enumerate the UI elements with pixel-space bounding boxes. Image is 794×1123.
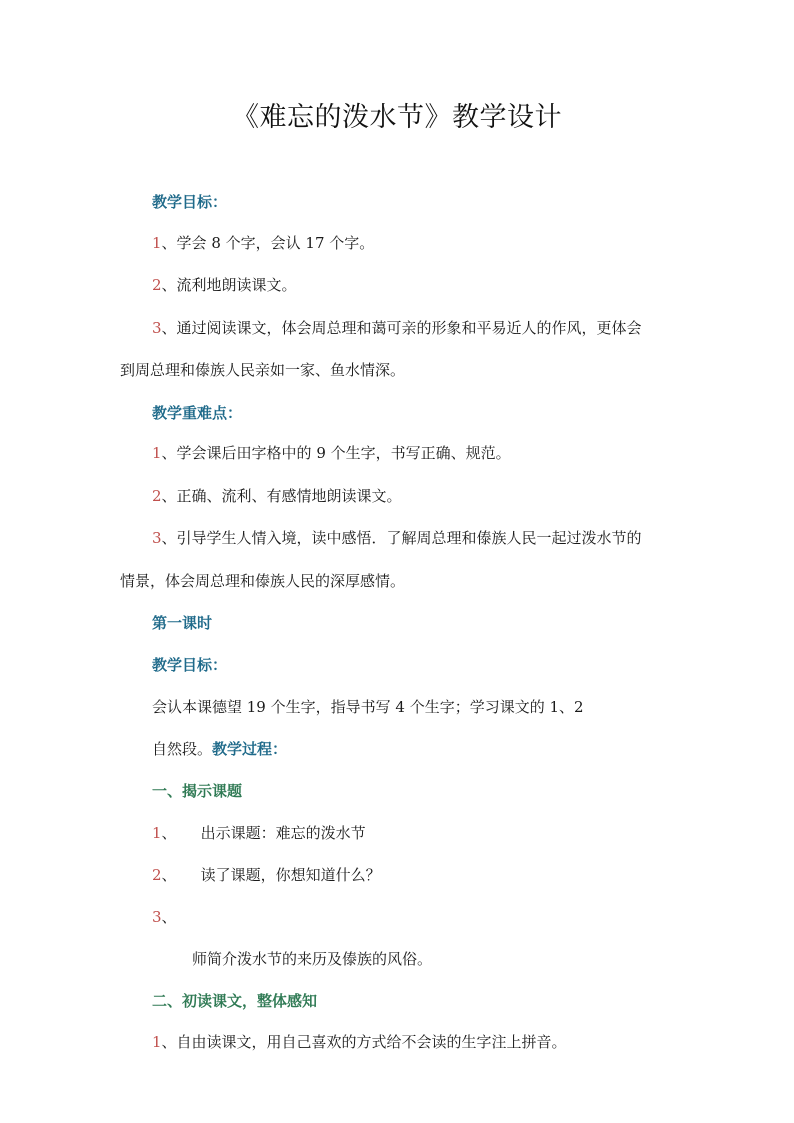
item-number: 1 [152,824,162,842]
section-heading-goals: 教学目标： [152,193,228,211]
item-text: 读了课题，你想知道什么？ [200,866,381,884]
lesson-heading: 第一课时 [152,614,213,632]
item-separator: 、 [161,908,177,926]
document-title: 《难忘的泼水节》教学设计 [232,102,562,133]
item-number: 1 [152,1033,162,1051]
item-text: 出示课题：难忘的泼水节 [200,824,366,842]
item-text: 、流利地朗读课文。 [161,276,297,294]
item-separator: 、 [161,866,177,884]
item-number: 3 [152,529,162,547]
item-number: 2 [152,866,162,884]
list-item [152,275,297,295]
item-number: 2 [152,487,162,505]
list-item [152,486,402,506]
item-continuation: 情景，体会周总理和傣族人民的深厚感情。 [120,572,406,590]
item-number: 2 [152,276,162,294]
item-text: 、正确、流利、有感情地朗读课文。 [161,487,402,505]
list-item [152,528,642,548]
process-heading: 教学过程： [212,740,288,758]
part-heading-2: 二、初读课文，整体感知 [152,992,318,1010]
item-text: 、引导学生人情入境，读中感悟．了解周总理和傣族人民一起过泼水节的 [161,529,642,547]
item-continuation: 师简介泼水节的来历及傣族的风俗。 [192,950,433,968]
item-text: 、自由读课文，用自己喜欢的方式给不会读的生字注上拼音。 [161,1033,567,1051]
list-item [152,865,381,885]
item-number: 3 [152,319,162,337]
item-separator: 、 [161,824,177,842]
part-heading-1: 一、揭示课题 [152,782,243,800]
item-number: 3 [152,908,162,926]
list-item [152,823,366,843]
item-text: 、通过阅读课文，体会周总理和蔼可亲的形象和平易近人的作风，更体会 [161,319,642,337]
item-number: 1 [152,444,162,462]
goal-continuation-text: 自然段。 [152,740,213,758]
lesson-goal-continuation [152,739,287,759]
list-item [152,1032,567,1052]
item-number: 1 [152,234,162,252]
section-heading-key-points: 教学重难点： [152,404,243,422]
lesson-goal-text: 会认本课德望 19 个生字，指导书写 4 个生字；学习课文的 1、2 [152,698,584,716]
item-text: 、学会课后田字格中的 9 个生字，书写正确、规范。 [161,444,511,462]
list-item [152,318,642,338]
lesson-goal-heading: 教学目标： [152,656,228,674]
list-item [152,443,511,463]
list-item [152,907,177,927]
list-item [152,233,374,253]
item-continuation: 到周总理和傣族人民亲如一家、鱼水情深。 [120,361,406,379]
item-text: 、学会 8 个字，会认 17 个字。 [161,234,375,252]
